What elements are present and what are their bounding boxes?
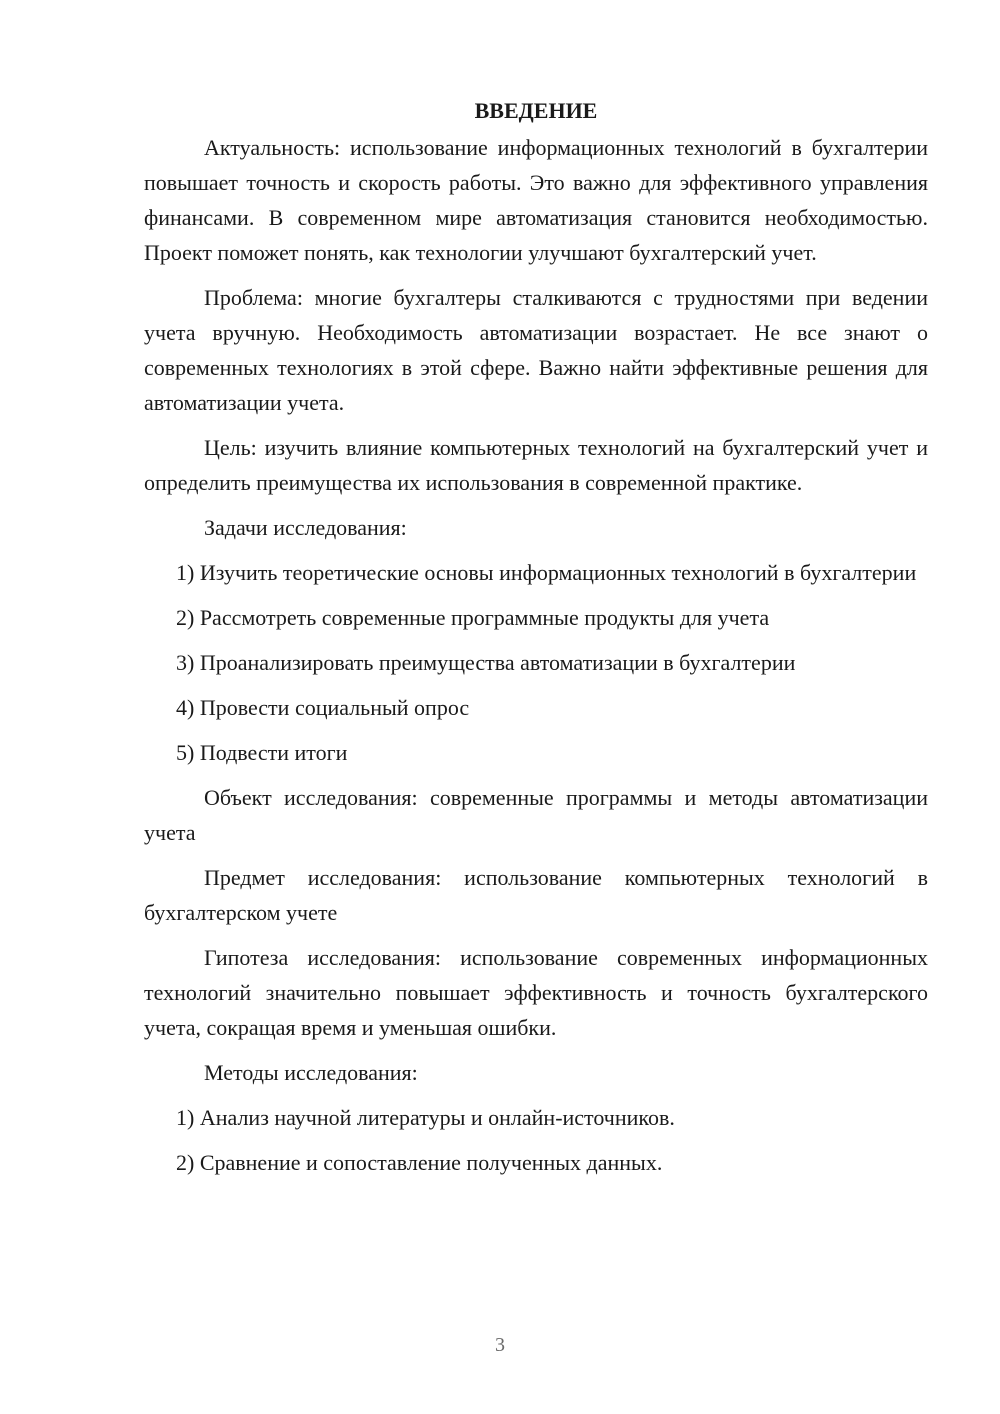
document-page bbox=[144, 96, 928, 1190]
task-item: 4) Провести социальный опрос bbox=[176, 695, 470, 720]
task-item: 5) Подвести итоги bbox=[176, 740, 348, 765]
page-title: ВВЕДЕНИЕ bbox=[474, 98, 598, 123]
object-paragraph: Объект исследования: современные программы и методы автоматизации учета bbox=[144, 785, 928, 845]
tasks-heading: Задачи исследования: bbox=[204, 515, 407, 540]
method-item: 1) Анализ научной литературы и онлайн-источников. bbox=[176, 1105, 675, 1130]
relevance-paragraph: Актуальность: использование информационных технологий в бухгалтерии повышает точность и скорость работы. Это важно для эффективного управления финансами. В современном мире автоматизация становится необходимостью. Проект поможет понять, как технологии улучшают бухгалтерский учет. bbox=[144, 135, 928, 265]
task-item: 3) Проанализировать преимущества автоматизации в бухгалтерии bbox=[176, 650, 796, 675]
problem-paragraph: Проблема: многие бухгалтеры сталкиваются с трудностями при ведении учета вручную. Необходимость автоматизации возрастает. Не все знают о современных технологиях в этой сфере. Важно найти эффективные решения для автоматизации учета. bbox=[144, 285, 928, 415]
method-item: 2) Сравнение и сопоставление полученных данных. bbox=[176, 1150, 663, 1175]
methods-heading: Методы исследования: bbox=[204, 1060, 418, 1085]
goal-paragraph: Цель: изучить влияние компьютерных технологий на бухгалтерский учет и определить преимущества их использования в современной практике. bbox=[144, 435, 928, 495]
page-number: 3 bbox=[495, 1334, 505, 1356]
hypothesis-paragraph: Гипотеза исследования: использование современных информационных технологий значительно повышает эффективность и точность бухгалтерского учета, сокращая время и уменьшая ошибки. bbox=[144, 945, 928, 1040]
subject-paragraph: Предмет исследования: использование компьютерных технологий в бухгалтерском учете bbox=[144, 865, 928, 925]
task-item: 2) Рассмотреть современные программные продукты для учета bbox=[176, 605, 770, 630]
task-item: 1) Изучить теоретические основы информационных технологий в бухгалтерии bbox=[176, 560, 917, 585]
